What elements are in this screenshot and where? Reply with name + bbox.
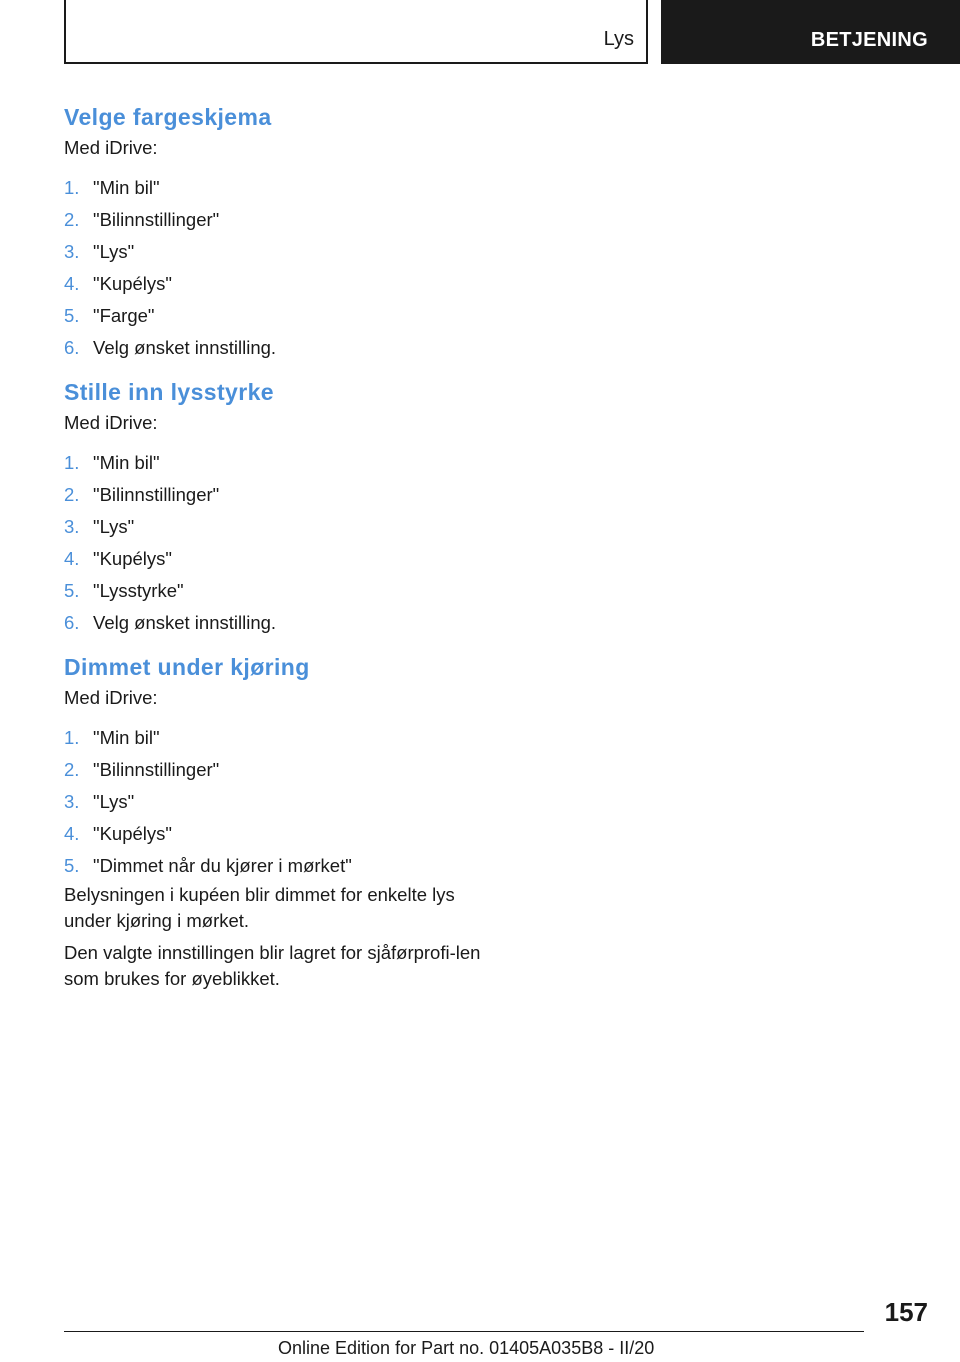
list-item [64,172,484,204]
step-text: "Lysstyrke" [93,580,184,601]
step-text: Velg ønsket innstilling. [93,337,277,358]
section-intro: Med iDrive: [64,687,158,708]
step-number: 3. [64,241,80,262]
step-text: "Min bil" [93,177,160,198]
page-content [64,101,484,1004]
step-text: "Lys" [93,516,135,537]
list-item [64,204,484,236]
step-number: 1. [64,727,80,748]
body-paragraph: Belysningen i kupéen blir dimmet for enkelte lys under kjøring i mørket. [64,884,455,931]
section-title: Velge fargeskjema [64,104,272,130]
step-number: 6. [64,337,80,358]
step-number: 2. [64,484,80,505]
step-text: "Kupélys" [93,273,172,294]
step-number: 2. [64,759,80,780]
list-item [64,511,484,543]
footer-divider [64,1331,864,1332]
list-item [64,754,484,786]
step-text: "Lys" [93,791,135,812]
step-text: Velg ønsket innstilling. [93,612,277,633]
steps-list [64,722,484,882]
list-item [64,575,484,607]
step-text: "Min bil" [93,452,160,473]
header-chapter-box [64,0,648,64]
step-number: 3. [64,791,80,812]
step-number: 1. [64,452,80,473]
list-item [64,479,484,511]
section-tab-label: BETJENING [810,29,928,51]
list-item [64,447,484,479]
step-text: "Farge" [93,305,155,326]
step-number: 6. [64,612,80,633]
step-number: 4. [64,823,80,844]
step-text: "Min bil" [93,727,160,748]
step-text: "Lys" [93,241,135,262]
step-number: 1. [64,177,80,198]
step-text: "Kupélys" [93,823,172,844]
steps-list [64,172,484,364]
footer-edition-text: Online Edition for Part no. 01405A035B8 - II/20 [278,1338,655,1358]
page-number: 157 [884,1297,928,1327]
step-text: "Bilinnstillinger" [93,759,220,780]
step-number: 5. [64,855,80,876]
list-item [64,722,484,754]
list-item [64,786,484,818]
list-item [64,607,484,639]
step-text: "Bilinnstillinger" [93,209,220,230]
list-item [64,300,484,332]
list-item [64,332,484,364]
chapter-title: Lys [603,28,634,50]
section-tab [661,0,960,64]
body-paragraph: Den valgte innstillingen blir lagret for sjåførprofi-len som brukes for øyeblikket. [64,942,481,989]
step-number: 5. [64,305,80,326]
step-text: "Dimmet når du kjører i mørket" [93,855,352,876]
list-item [64,268,484,300]
steps-list [64,447,484,639]
section-title: Stille inn lysstyrke [64,379,274,405]
list-item [64,543,484,575]
section-intro: Med iDrive: [64,412,158,433]
step-number: 2. [64,209,80,230]
step-number: 4. [64,273,80,294]
step-number: 5. [64,580,80,601]
step-number: 3. [64,516,80,537]
list-item [64,850,484,882]
step-text: "Bilinnstillinger" [93,484,220,505]
section-title: Dimmet under kjøring [64,654,310,680]
section-intro: Med iDrive: [64,137,158,158]
step-number: 4. [64,548,80,569]
step-text: "Kupélys" [93,548,172,569]
section-color-scheme [64,101,484,364]
list-item [64,236,484,268]
section-brightness [64,376,484,639]
section-dimmed-while-driving [64,651,484,992]
list-item [64,818,484,850]
